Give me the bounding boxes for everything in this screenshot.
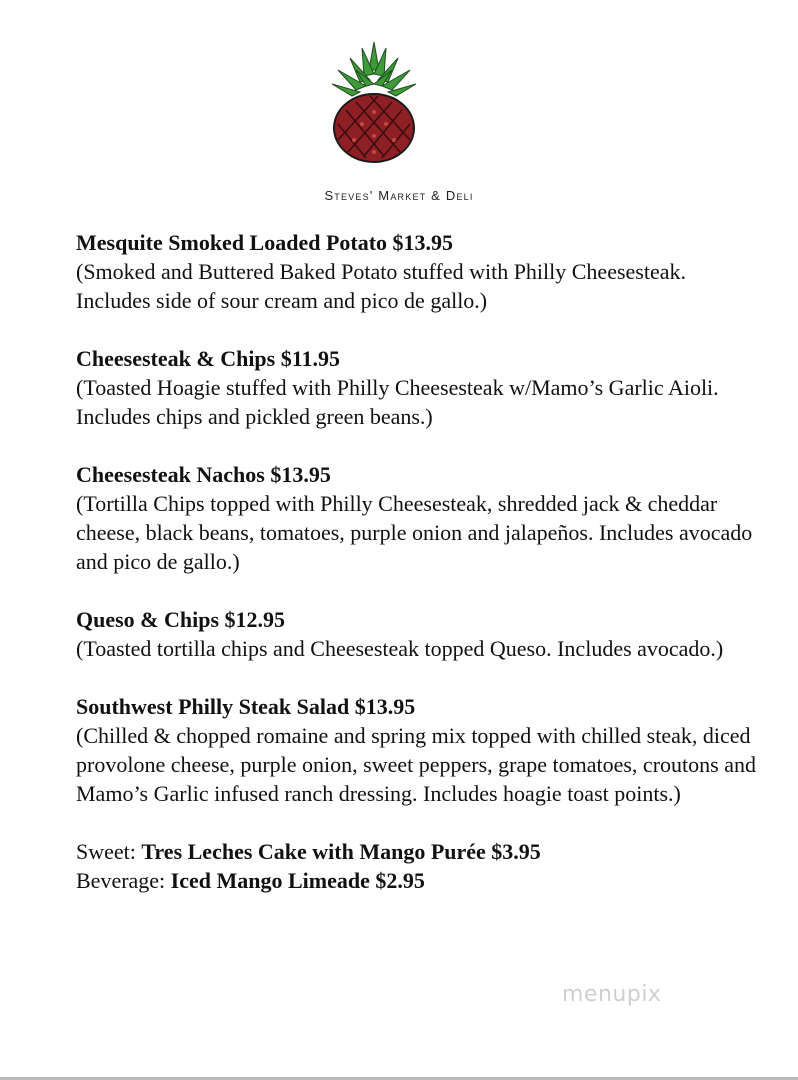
menu-item-description: (Chilled & chopped romaine and spring mix topped with chilled steak, diced provolone cheese, purple onion, sweet peppers, grape tomatoes, croutons and Mamo’s Garlic infused ranch dressing. Includes hoagie toast points.): [76, 723, 756, 806]
menu-item-description: (Toasted Hoagie stuffed with Philly Cheesesteak w/Mamo’s Garlic Aioli. Includes chips and pickled green beans.): [76, 375, 719, 429]
menu-item-description: (Smoked and Buttered Baked Potato stuffed with Philly Cheesesteak. Includes side of sour cream and pico de gallo.): [76, 259, 686, 313]
store-name: Steves' Market & Deli: [324, 188, 474, 203]
menu-item: [76, 228, 766, 315]
pineapple-icon: [326, 40, 422, 168]
sweet-line: [76, 837, 766, 866]
menu-item: [76, 605, 766, 663]
menu-item: [76, 692, 766, 808]
watermark: menupix: [562, 982, 662, 1007]
menu-item-description: (Toasted tortilla chips and Cheesesteak topped Queso. Includes avocado.): [76, 636, 724, 661]
menu-item-title: Cheesesteak Nachos $13.95: [76, 462, 331, 487]
menu-item-description: (Tortilla Chips topped with Philly Cheesesteak, shredded jack & cheddar cheese, black beans, tomatoes, purple onion and jalapeños. Includes avocado and pico de gallo.): [76, 491, 753, 574]
sweet-label: Sweet:: [76, 839, 136, 864]
beverage-line: [76, 866, 766, 895]
menu-item-title: Southwest Philly Steak Salad $13.95: [76, 694, 416, 719]
menu-item-title: Mesquite Smoked Loaded Potato $13.95: [76, 230, 454, 255]
sweet-value: Tres Leches Cake with Mango Purée $3.95: [141, 839, 541, 864]
beverage-value: Iced Mango Limeade $2.95: [170, 868, 425, 893]
extras: [76, 837, 766, 895]
menu-list: [76, 228, 766, 895]
menu-item-title: Cheesesteak & Chips $11.95: [76, 346, 341, 371]
beverage-label: Beverage:: [76, 868, 166, 893]
menu-item: [76, 460, 766, 576]
menu-item-title: Queso & Chips $12.95: [76, 607, 286, 632]
menu-item: [76, 344, 766, 431]
